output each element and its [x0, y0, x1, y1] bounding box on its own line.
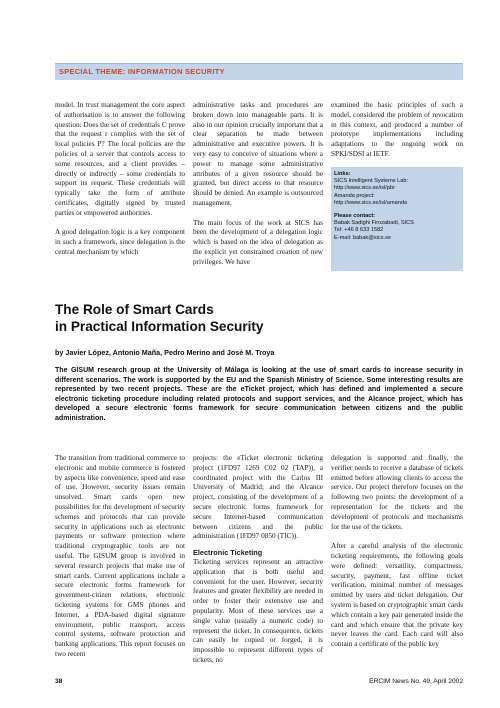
paragraph: The main focus of the work at SICS has been the development of a delegation logic which is based on the idea of delegation as the explicit yet constrained creation of new privileges. We have [193, 218, 323, 266]
section-heading: Electronic Ticketing [193, 548, 263, 558]
contact-phone: Tel: +46 8 633 1582 [334, 227, 384, 234]
article-abstract: The GISUM research group at the University of Málaga is looking at the use of smart cards to increase security in different scenarios. The work is supported by the EU and the Spanish Ministry of Science. Some interesting results are represented by two recent projects. These are the eTicket project, which has defined and implemented a secure electronic ticketing procedure including related protocols and support services, and the Alcance project, which has developed a secure electronic forms framework for secure communication between citizens and the public administration. [55, 367, 463, 422]
paragraph: administrative tasks and procedures are broken down into manageable parts. It is also in our opinion crucially important that a clear separation be made between administrative and executive powers. It is very easy to conceive of situations where a power to manage some administrative attributes of a given resource should be granted, but direct access to that resource should be denied. An example is outsourced management. [193, 101, 323, 207]
links-contact-box [331, 167, 463, 271]
top-article-column-2 [193, 101, 323, 268]
links-heading: Links: [334, 171, 351, 177]
article-column-2 [193, 454, 323, 666]
link-url[interactable]: http://www.sics.se/isl/amanda [334, 199, 408, 206]
article-title-line-1: The Role of Smart Cards [55, 302, 214, 317]
paragraph: Ticketing services represent an attractive application that is both useful and convenient for the user. However, security features and greater flexibility are needed in order to foster their extensive use and popularity. Most of these services use a single value (usually a numeric code) to represent the ticket. In consequence, tickets can easily be copied or forged, it is impossible to represent different types of tickets, no [193, 557, 323, 664]
paragraph: projects: the eTicket electronic ticketing project (1FD97 1269 C02 02 (TAP)), a coordinated project with the Carlos III University of Madrid; and the Alcance project, consisting of the development of a secure electronic forms framework for secure Internet-based communication between citizens and the public administration (1FD97 0850 (TIC)). [193, 454, 323, 541]
paragraph: model. In trust management the core aspect of authorisation is to answer the following question: Does the set of credentials C prove that the request r complies with the set of local policies P? The local policies are the policies of a server that controls access to some resources, and a client provides – directly or indirectly – some credentials to support its request. These credentials will typically take the form of attribute certificates, digitally signed by trusted parties or empowered authorities. [55, 101, 185, 217]
contact-heading: Please contact: [334, 213, 376, 220]
contact-email[interactable]: E-mail: babak@sics.se [334, 234, 391, 241]
article-title-line-2: in Practical Information Security [55, 319, 264, 334]
paragraph: delegation is supported and finally, the verifier needs to receive a database of tickets emitted before allowing clients to access the service. Our project therefore focuses on the following two points: the development of a representation for the tickets and the development of protocols and mechanisms for the use of the tickets. [331, 454, 463, 531]
top-article-column-3 [331, 101, 463, 160]
link-label: Amanda project: [334, 192, 375, 199]
link-url[interactable]: http://www.sics.se/isl/pbr [334, 185, 395, 192]
contact-name: Babak Sadighi Firozabadi, SICS [334, 220, 414, 227]
article-column-3 [331, 454, 463, 650]
article-title [55, 301, 264, 335]
paragraph: The transition from traditional commerce to electronic and mobile commerce is fostered by aspects like convenience, speed and ease of use. However, security issues remain unsolved. Smart cards open new possibilities for the development of security schemes and protocols that can provide security in applications such as electronic payments or software protection where traditional cryptographic tools are not useful. The GISUM group is involved in several research projects that make use of smart cards. Current applications include a secure electronic forms framework for government-citizen relations, electronic ticketing systems for GMS phones and Internet, a PDA-based digital signature environment, public transport, access control systems, software protection and banking applications. This report focuses on two recent [55, 454, 185, 658]
paragraph: A good delegation logic is a key component in such a framework, since delegation is the central mechanism by which [55, 228, 185, 256]
paragraph: After a careful analysis of the electronic ticketing requirements, the following goals were defined: versatility, compactness, security, payment, fast offline ticket verification, minimal number of messages emitted by users and ticket delegation. Our system is based on cryptographic smart cards which contain a key pair generated inside the card and which ensure that the private key never leaves the card. Each card will also contain a certificate of the public key [331, 542, 463, 649]
paragraph: examined the basic principles of such a model, considered the problem of revocation in this context, and produced a number of prototype implementations including adaptations to the ongoing work on SPKI/SDSI at IETF. [331, 101, 463, 158]
link-label: SICS Intelligent Systems Lab: [334, 178, 408, 185]
top-article-column-1 [55, 101, 185, 258]
article-authors: by Javier López, Antonio Maña, Pedro Merino and José M. Troya [55, 348, 275, 357]
special-theme-label: SPECIAL THEME: INFORMATION SECURITY [59, 67, 225, 76]
special-theme-banner [55, 63, 463, 80]
issue-footer: ERCIM News No. 49, April 2002 [369, 678, 463, 685]
article-column-1 [55, 454, 185, 660]
page-number: 38 [55, 678, 63, 685]
